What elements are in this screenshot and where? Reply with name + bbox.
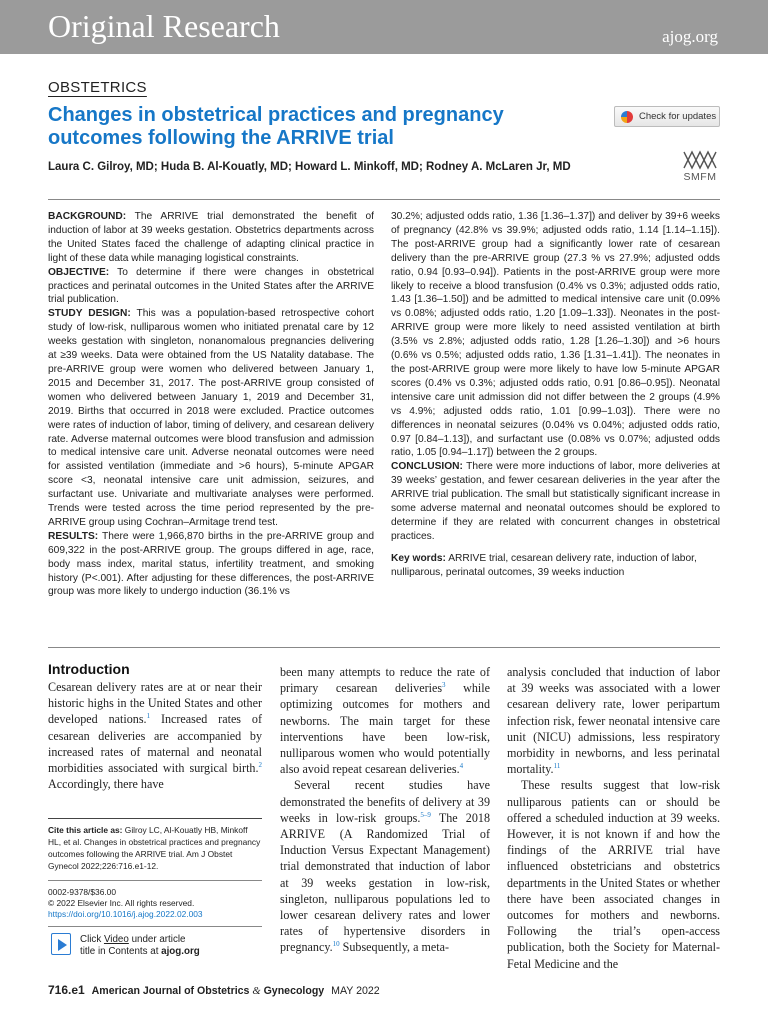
copyright: © 2022 Elsevier Inc. All rights reserved.	[48, 898, 195, 909]
article-title: Changes in obstetrical practices and pregnancy outcomes following the ARRIVE trial	[48, 104, 504, 149]
issn-rule	[48, 880, 262, 881]
body-paragraph: analysis concluded that induction of labor at 39 weeks was associated with a lower cesarean delivery rate, lower peripartum infection risk, fewer neonatal intensive care unit (NICU) admissions, less respiratory morbidity in newborns, and less perinatal mortality.$^{11}$	[507, 665, 720, 777]
reference-link[interactable]: 3	[442, 681, 446, 690]
issn-price: 0002-9378/$36.00	[48, 887, 116, 897]
video-callout[interactable]	[48, 933, 262, 959]
play-video-icon[interactable]	[51, 933, 71, 955]
check-for-updates-label: Check for updates	[639, 111, 717, 122]
abstract-left-column	[48, 210, 374, 599]
abstract-study-design: STUDY DESIGN: This was a population-based retrospective cohort study of low-risk, nulliparous women who initiated prenatal care by 12 weeks gestation with singleton, nonanomalous pregnancies delivering at ≥39 weeks. Data were obtained from the US Natality database. The pre-ARRIVE group were women who delivered between January 1, 2015 and December 31, 2017. The post-ARRIVE group consisted of women who delivered between January 1, 2019 and December 31, 2019. Births that occurred in 2018 were excluded. Practice outcomes were rates of induction of labor, timing of delivery, and cesarean delivery rate. Adverse maternal outcomes were blood transfusion and admission to medical intensive care unit. Adverse neonatal outcomes were need for assisted ventilation (immediate and >6 hours), 5-minute APGAR score <3, neonatal intensive care unit admission, seizures, and surfactant use. Univariate and multivariate analyses were performed. Trends were tested across the time period represented by the pre-ARRIVE group using Cochran–Armitage trend test.	[48, 308, 374, 528]
banner-title: Original Research	[48, 8, 280, 44]
author-list: Laura C. Gilroy, MD; Huda B. Al-Kouatly, MD; Howard L. Minkoff, MD; Rodney A. McLaren Jr, MD	[48, 161, 571, 173]
journal-site-link[interactable]: ajog.org	[662, 27, 718, 46]
issue-date: MAY 2022	[331, 985, 380, 997]
video-link[interactable]: Video	[103, 934, 129, 945]
body-paragraph: Several recent studies have demonstrated the benefits of delivery at 39 weeks in low-risk groups.$^{5-9}$ The 2018 ARRIVE (A Randomized Trial of Induction Versus Expectant Management) trial demonstrated that induction of labor at 39 weeks gestation in low-risk, singleton, nulliparous populations led to lower cesarean delivery rates and lower rates of hypertensive disorders in pregnancy.$^{10}$ Subsequently, a meta-	[280, 778, 490, 955]
reference-link[interactable]: 4	[459, 762, 464, 771]
body-column-3	[507, 664, 720, 972]
body-column-1	[48, 679, 262, 792]
journal-name: American Journal of Obstetrics & Gynecology	[91, 985, 325, 997]
abstract-conclusion: CONCLUSION: There were more inductions of labor, more deliveries at 39 weeks’ gestation, and fewer cesarean deliveries in the year after the ARRIVE trial publication. The small but statistically significant increase in some adverse maternal and neonatal outcomes should be explored to determine if they are related with concurrent changes in obstetrical practices.	[391, 461, 720, 542]
abstract-objective: OBJECTIVE: To determine if there were changes in obstetrical practices and perinatal outcomes in the United States after the ARRIVE trial publication.	[48, 266, 374, 306]
abstract-right-column	[391, 210, 720, 580]
page-number: 716.e1	[48, 983, 85, 997]
check-for-updates-button[interactable]	[614, 106, 720, 127]
doi-link[interactable]: https://doi.org/10.1016/j.ajog.2022.02.003	[48, 909, 203, 920]
cite-box-rule	[48, 818, 262, 819]
reference-link[interactable]: 5–9	[420, 810, 431, 819]
section-label: OBSTETRICS	[48, 79, 147, 96]
body-paragraph: been many attempts to reduce the rate of primary cesarean deliveries$^3$ while optimizing outcomes for mothers and newborns. The main target for these interventions have been low-risk, nulliparous women who would potentially also avoid repeat cesarean deliveries.$^4$	[280, 665, 490, 777]
intro-paragraph: Cesarean delivery rates are at or near their historic highs in the United States and other developed nations.$^1$ Increased rates of cesarean deliveries are accompanied by increased rates of maternal and neonatal morbidities associated with surgical birth.$^2$ Accordingly, there have	[48, 680, 262, 792]
reference-link[interactable]: 2	[258, 760, 262, 769]
reference-link[interactable]: 11	[553, 762, 561, 771]
reference-link[interactable]: 1	[146, 712, 151, 721]
abstract-bottom-rule	[48, 647, 720, 648]
cite-this-article: Cite this article as: Gilroy LC, Al-Kouatly HB, Minkoff HL, et al. Changes in obstetrical practices and pregnancy outcomes following the ARRIVE trial. Am J Obstet Gynecol 2022;226:716.e1-12.	[48, 825, 261, 871]
abstract-top-rule	[48, 199, 720, 200]
body-column-2	[280, 664, 490, 956]
abstract-background: BACKGROUND: The ARRIVE trial demonstrated the benefit of induction of labor at 39 weeks gestation. Obstetrics departments across the United States faced the challenge of adapting clinical practice in light of these data while managing logistical constraints.	[48, 211, 374, 264]
crossmark-icon	[621, 111, 633, 123]
video-callout-text: Click Video under article title in Contents at ajog.org	[80, 934, 200, 957]
video-rule	[48, 926, 262, 927]
abstract-results-continued: 30.2%; adjusted odds ratio, 1.36 [1.36–1.37]) and deliver by 39+6 weeks of pregnancy (42.8% vs 39.9%; adjusted odds ratio, 1.14 [1.14–1.15]). The post-ARRIVE group had a significantly lower rate of cesarean delivery than the pre-ARRIVE group (27.3 % vs 27.9%; adjusted odds ratio, 0.94 [0.93–0.94]). Patients in the post-ARRIVE group were more likely to receive a blood transfusion (0.4% vs 0.3%; adjusted odds ratio, 1.43 [1.36–1.50]) and be admitted to medical intensive care unit (0.09% vs 0.08%; adjusted odds ratio, 1.20 [1.09–1.33]). Neonates in the post-ARRIVE group were more likely to need assisted ventilation at birth (3.5% vs 2.8%; adjusted odds ratio, 1.28 [1.26–1.30]) and >6 hours (0.6% vs 0.5%; adjusted odds ratio, 1.36 [1.31–1.41]). The neonates in the post-ARRIVE group were more likely to have low 5-minute APGAR scores (0.4% vs 0.3%; adjusted odds ratio, 0.91 [0.86–0.95]). Neonatal intensive care unit admission did not differ between the 2 groups (4.9% vs 4.9%; adjusted odds ratio, 1.01 [0.99–1.03]). There were no differences in neonatal seizures (0.04% vs 0.04%; adjusted odds ratio, 0.97 [0.84–1.13]), and surfactant use (0.08% vs 0.07%; adjusted odds ratio, 1.05 [0.94–1.17]) between the 2 groups.	[391, 211, 720, 459]
smfm-emblem-icon	[680, 148, 720, 172]
body-paragraph: These results suggest that low-risk nulliparous patients can or should be offered a scheduled induction at 39 weeks. However, it is not known if and how the findings of the ARRIVE trial have influenced obstetricians and obstetrics departments in the United States or whether there have been associated changes in outcomes for mothers and newborns. Following the trial’s open-access publication, both the Society for Maternal-Fetal Medicine and the	[507, 778, 720, 971]
smfm-logo	[680, 148, 720, 184]
journal-banner	[0, 0, 768, 54]
publication-info	[48, 887, 262, 921]
smfm-logo-text: SMFM	[683, 171, 717, 183]
page-footer	[48, 984, 380, 998]
keywords: Key words: ARRIVE trial, cesarean delivery rate, induction of labor, nulliparous, perinatal outcomes, 39 weeks induction	[391, 552, 697, 578]
ajog-link[interactable]: ajog.org	[161, 945, 200, 957]
reference-link[interactable]: 10	[332, 940, 340, 949]
abstract-results: RESULTS: There were 1,966,870 births in the pre-ARRIVE group and 609,322 in the post-ARRIVE group. The groups differed in age, race, body mass index, marital status, infertility treatment, and smoking history (P<.001). After adjusting for these differences, the post-ARRIVE group was more likely to undergo induction (36.1% vs	[48, 530, 374, 598]
introduction-heading: Introduction	[48, 661, 130, 677]
